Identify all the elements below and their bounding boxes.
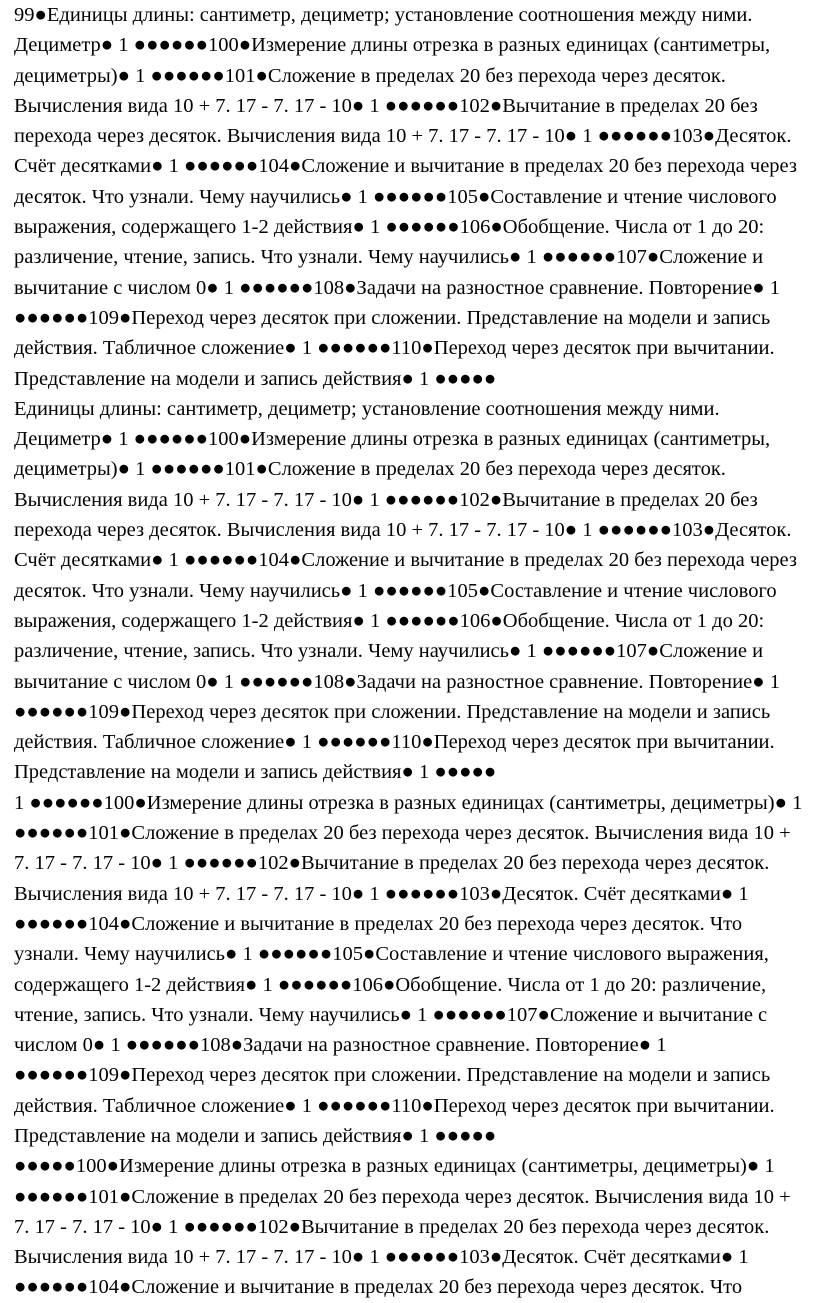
paragraph-4: ●●●●●100●Измерение длины отрезка в разных единицах (сантиметры, дециметры)● 1 ●●●●●●101●Сложение в пределах 20 без перехода через десяток. Вычисления вида 10 + 7. 17 - 7. 17 - 10● 1 ●●●●●●102●Вычитание в пределах 20 без перехода через десяток. Вычисления вида 10 + 7. 17 - 7. 17 - 10● 1 ●●●●●●103●Десяток. Счёт десятками● 1 ●●●●●●104●Сложение и вычитание в пределах 20 без перехода через десяток. Что: [14, 1155, 791, 1299]
paragraph-1: 99●Единицы длины: сантиметр, дециметр; установление соотношения между ними. Дециметр● 1 ●●●●●●100●Измерение длины отрезка в разных единицах (сантиметры, дециметры)● 1 ●●●●●●101●Сложение в пределах 20 без перехода через десяток. Вычисления вида 10 + 7. 17 - 7. 17 - 10● 1 ●●●●●●102●Вычитание в пределах 20 без перехода через десяток. Вычисления вида 10 + 7. 17 - 7. 17 - 10● 1 ●●●●●●103●Десяток. Счёт десятками● 1 ●●●●●●104●Сложение и вычитание в пределах 20 без перехода через десяток. Что узнали. Чему научились● 1 ●●●●●●105●Составление и чтение числового выражения, содержащего 1-2 действия● 1 ●●●●●●106●Обобщение. Числа от 1 до 20: различение, чтение, запись. Что узнали. Чему научились● 1 ●●●●●●107●Сложение и вычитание с числом 0● 1 ●●●●●●108●Задачи на разностное сравнение. Повторение● 1 ●●●●●●109●Переход через десяток при сложении. Представление на модели и запись действия. Табличное сложение● 1 ●●●●●●110●Переход через десяток при вычитании. Представление на модели и запись действия● 1 ●●●●●: [14, 4, 798, 390]
paragraph-2: Единицы длины: сантиметр, дециметр; установление соотношения между ними. Дециметр● 1 ●●●●●●100●Измерение длины отрезка в разных единицах (сантиметры, дециметры)● 1 ●●●●●●101●Сложение в пределах 20 без перехода через десяток. Вычисления вида 10 + 7. 17 - 7. 17 - 10● 1 ●●●●●●102●Вычитание в пределах 20 без перехода через десяток. Вычисления вида 10 + 7. 17 - 7. 17 - 10● 1 ●●●●●●103●Десяток. Счёт десятками● 1 ●●●●●●104●Сложение и вычитание в пределах 20 без перехода через десяток. Что узнали. Чему научились● 1 ●●●●●●105●Составление и чтение числового выражения, содержащего 1-2 действия● 1 ●●●●●●106●Обобщение. Числа от 1 до 20: различение, чтение, запись. Что узнали. Чему научились● 1 ●●●●●●107●Сложение и вычитание с числом 0● 1 ●●●●●●108●Задачи на разностное сравнение. Повторение● 1 ●●●●●●109●Переход через десяток при сложении. Представление на модели и запись действия. Табличное сложение● 1 ●●●●●●110●Переход через десяток при вычитании. Представление на модели и запись действия● 1 ●●●●●: [14, 397, 798, 784]
paragraph-3: 1 ●●●●●●100●Измерение длины отрезка в разных единицах (сантиметры, дециметры)● 1 ●●●●●●101●Сложение в пределах 20 без перехода через десяток. Вычисления вида 10 + 7. 17 - 7. 17 - 10● 1 ●●●●●●102●Вычитание в пределах 20 без перехода через десяток. Вычисления вида 10 + 7. 17 - 7. 17 - 10● 1 ●●●●●●103●Десяток. Счёт десятками● 1 ●●●●●●104●Сложение и вычитание в пределах 20 без перехода через десяток. Что узнали. Чему научились● 1 ●●●●●●105●Составление и чтение числового выражения, содержащего 1-2 действия● 1 ●●●●●●106●Обобщение. Числа от 1 до 20: различение, чтение, запись. Что узнали. Чему научились● 1 ●●●●●●107●Сложение и вычитание с числом 0● 1 ●●●●●●108●Задачи на разностное сравнение. Повторение● 1 ●●●●●●109●Переход через десяток при сложении. Представление на модели и запись действия. Табличное сложение● 1 ●●●●●●110●Переход через десяток при вычитании. Представление на модели и запись действия● 1 ●●●●●: [14, 791, 803, 1147]
